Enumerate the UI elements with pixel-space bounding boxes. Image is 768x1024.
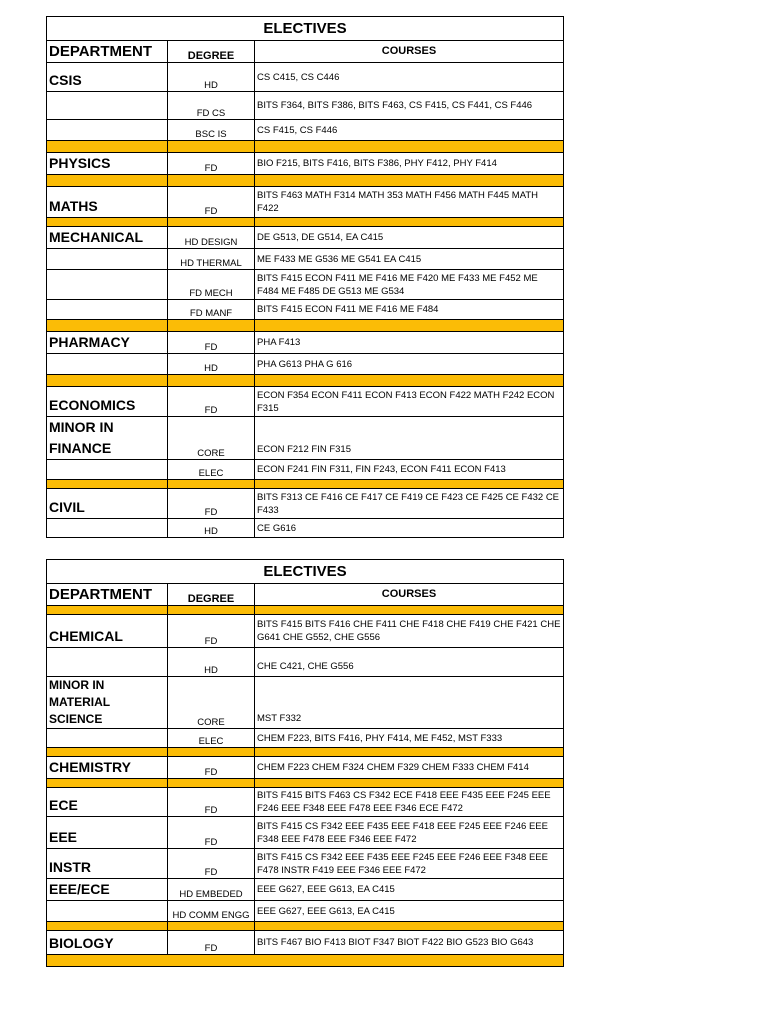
separator-row <box>47 748 564 757</box>
header-department: DEPARTMENT <box>47 584 168 606</box>
degree-cell: ELEC <box>168 460 255 480</box>
courses-cell: CHEM F223 CHEM F324 CHEM F329 CHEM F333 CHEM F414 <box>255 757 564 779</box>
courses-cell: BITS F463 MATH F314 MATH 353 MATH F456 MATH F445 MATH F422 <box>255 187 564 218</box>
degree-cell: HD <box>168 354 255 375</box>
degree-cell: CORE <box>168 677 255 729</box>
courses-cell: BITS F415 CS F342 EEE F435 EEE F418 EEE F245 EEE F246 EEE F348 EEE F478 EEE F346 EEE F472 <box>255 817 564 849</box>
courses-cell: BIO F215, BITS F416, BITS F386, PHY F412, PHY F414 <box>255 153 564 175</box>
courses-cell: ECON F212 FIN F315 <box>255 417 564 460</box>
table-header-row <box>47 584 564 606</box>
header-department: DEPARTMENT <box>47 41 168 63</box>
table-row <box>47 120 564 141</box>
department-cell <box>47 729 168 748</box>
degree-cell: FD <box>168 931 255 955</box>
courses-cell: BITS F415 BITS F416 CHE F411 CHE F418 CHE F419 CHE F421 CHE G641 CHE G552, CHE G556 <box>255 615 564 648</box>
courses-cell: PHA F413 <box>255 332 564 354</box>
separator-row <box>47 606 564 615</box>
courses-cell: CHEM F223, BITS F416, PHY F414, ME F452, MST F333 <box>255 729 564 748</box>
table-row <box>47 153 564 175</box>
department-cell: ECE <box>47 788 168 817</box>
department-cell: INSTR <box>47 849 168 879</box>
department-cell <box>47 92 168 120</box>
separator-row <box>47 955 564 967</box>
degree-cell: FD <box>168 489 255 519</box>
degree-cell: ELEC <box>168 729 255 748</box>
courses-cell: ME F433 ME G536 ME G541 EA C415 <box>255 249 564 270</box>
department-cell: EEE <box>47 817 168 849</box>
electives-table-1 <box>46 16 564 538</box>
table-row <box>47 387 564 417</box>
degree-cell: HD <box>168 519 255 538</box>
degree-cell: FD <box>168 817 255 849</box>
table-row <box>47 227 564 249</box>
courses-cell: CS F415, CS F446 <box>255 120 564 141</box>
table-row <box>47 817 564 849</box>
header-courses: COURSES <box>255 584 564 606</box>
courses-cell: BITS F415 ECON F411 ME F416 ME F484 <box>255 300 564 320</box>
degree-cell: FD MANF <box>168 300 255 320</box>
separator-row <box>47 480 564 489</box>
department-cell <box>47 249 168 270</box>
separator-row <box>47 779 564 788</box>
courses-cell: BITS F467 BIO F413 BIOT F347 BIOT F422 BIO G523 BIO G643 <box>255 931 564 955</box>
department-cell <box>47 354 168 375</box>
department-cell: BIOLOGY <box>47 931 168 955</box>
department-cell <box>47 901 168 922</box>
table-row <box>47 648 564 677</box>
table-row <box>47 270 564 300</box>
table-row <box>47 901 564 922</box>
table-row <box>47 92 564 120</box>
courses-cell: BITS F313 CE F416 CE F417 CE F419 CE F423 CE F425 CE F432 CE F433 <box>255 489 564 519</box>
table-row <box>47 63 564 92</box>
department-cell: PHARMACY <box>47 332 168 354</box>
table-row <box>47 677 564 729</box>
table-row <box>47 615 564 648</box>
department-cell: CHEMICAL <box>47 615 168 648</box>
table-row <box>47 519 564 538</box>
courses-cell: ECON F354 ECON F411 ECON F413 ECON F422 MATH F242 ECON F315 <box>255 387 564 417</box>
table-row <box>47 788 564 817</box>
table-title: ELECTIVES <box>47 560 564 584</box>
table-row <box>47 729 564 748</box>
degree-cell: HD <box>168 63 255 92</box>
degree-cell: FD <box>168 187 255 218</box>
degree-cell: BSC IS <box>168 120 255 141</box>
degree-cell: CORE <box>168 417 255 460</box>
degree-cell: FD <box>168 788 255 817</box>
courses-cell: ECON F241 FIN F311, FIN F243, ECON F411 ECON F413 <box>255 460 564 480</box>
degree-cell: HD COMM ENGG <box>168 901 255 922</box>
department-cell <box>47 648 168 677</box>
table-row <box>47 757 564 779</box>
degree-cell: FD MECH <box>168 270 255 300</box>
courses-cell: CS C415, CS C446 <box>255 63 564 92</box>
courses-cell: MST F332 <box>255 677 564 729</box>
separator-row <box>47 218 564 227</box>
table-title-row <box>47 560 564 584</box>
table-header-row <box>47 41 564 63</box>
table-row <box>47 460 564 480</box>
degree-cell: FD <box>168 849 255 879</box>
courses-cell: BITS F364, BITS F386, BITS F463, CS F415, CS F441, CS F446 <box>255 92 564 120</box>
separator-row <box>47 375 564 387</box>
courses-cell: EEE G627, EEE G613, EA C415 <box>255 879 564 901</box>
courses-cell: BITS F415 ECON F411 ME F416 ME F420 ME F433 ME F452 ME F484 ME F485 DE G513 ME G534 <box>255 270 564 300</box>
department-cell: PHYSICS <box>47 153 168 175</box>
degree-cell: HD EMBEDED <box>168 879 255 901</box>
degree-cell: HD <box>168 648 255 677</box>
courses-cell: PHA G613 PHA G 616 <box>255 354 564 375</box>
table-row <box>47 417 564 460</box>
department-cell: MATHS <box>47 187 168 218</box>
separator-row <box>47 141 564 153</box>
department-cell: CSIS <box>47 63 168 92</box>
department-cell: MECHANICAL <box>47 227 168 249</box>
department-cell: EEE/ECE <box>47 879 168 901</box>
department-cell <box>47 300 168 320</box>
courses-cell: CHE C421, CHE G556 <box>255 648 564 677</box>
department-cell <box>47 519 168 538</box>
degree-cell: FD <box>168 153 255 175</box>
separator-row <box>47 175 564 187</box>
degree-cell: FD <box>168 757 255 779</box>
courses-cell: DE G513, DE G514, EA C415 <box>255 227 564 249</box>
table-row <box>47 332 564 354</box>
degree-cell: HD THERMAL <box>168 249 255 270</box>
table-row <box>47 249 564 270</box>
table-row <box>47 300 564 320</box>
separator-row <box>47 320 564 332</box>
courses-cell: BITS F415 CS F342 EEE F435 EEE F245 EEE F246 EEE F348 EEE F478 INSTR F419 EEE F346 EEE F472 <box>255 849 564 879</box>
table-row <box>47 354 564 375</box>
header-degree: DEGREE <box>168 584 255 606</box>
courses-cell: BITS F415 BITS F463 CS F342 ECE F418 EEE F435 EEE F245 EEE F246 EEE F348 EEE F478 EEE F346 ECE F472 <box>255 788 564 817</box>
department-cell: CIVIL <box>47 489 168 519</box>
department-cell: MINOR IN MATERIAL SCIENCE <box>47 677 168 729</box>
header-degree: DEGREE <box>168 41 255 63</box>
table-row <box>47 849 564 879</box>
department-cell <box>47 460 168 480</box>
degree-cell: HD DESIGN <box>168 227 255 249</box>
department-cell: MINOR IN FINANCE <box>47 417 168 460</box>
courses-cell: EEE G627, EEE G613, EA C415 <box>255 901 564 922</box>
department-cell: ECONOMICS <box>47 387 168 417</box>
table-title: ELECTIVES <box>47 17 564 41</box>
table-row <box>47 489 564 519</box>
degree-cell: FD CS <box>168 92 255 120</box>
separator-row <box>47 922 564 931</box>
table-title-row <box>47 17 564 41</box>
degree-cell: FD <box>168 332 255 354</box>
header-courses: COURSES <box>255 41 564 63</box>
department-cell <box>47 120 168 141</box>
electives-table-2 <box>46 559 564 967</box>
degree-cell: FD <box>168 615 255 648</box>
courses-cell: CE G616 <box>255 519 564 538</box>
degree-cell: FD <box>168 387 255 417</box>
department-cell <box>47 270 168 300</box>
table-row <box>47 879 564 901</box>
table-row <box>47 931 564 955</box>
table-row <box>47 187 564 218</box>
department-cell: CHEMISTRY <box>47 757 168 779</box>
